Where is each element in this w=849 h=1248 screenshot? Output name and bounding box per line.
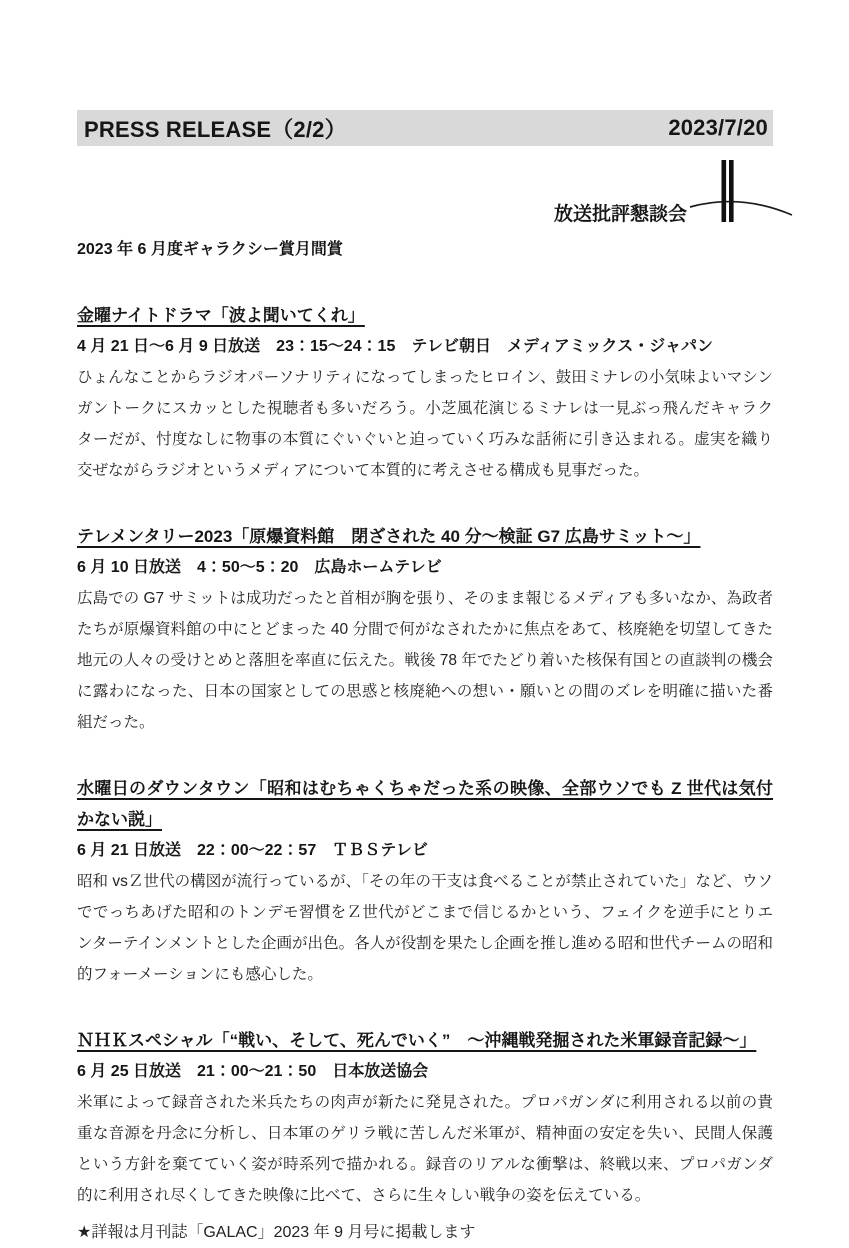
program-title: ＮＨＫスペシャル「“戦い、そして、死んでいく” ～沖縄戦発掘された米軍録音記録～」 — [77, 1031, 757, 1050]
citation-text: ひょんなことからラジオパーソナリティになってしまったヒロイン、鼓田ミナレの小気味よいマシンガントークにスカッとした視聴者も多いだろう。小芝風花演じるミナレは一見ぶっ飛んだキャラクターだが、忖度なしに物事の本質にぐいぐいと迫っていく巧みな話術に引き込まれる。虚実を織り交ぜながらラジオというメディアについて本質的に考えさせる構成も見事だった。 — [77, 369, 773, 479]
award-section-nhk-special — [77, 1025, 773, 1211]
header-bar — [77, 110, 773, 146]
citation-text: 広島での G7 サミットは成功だったと首相が胸を張り、そのまま報じるメディアも多いなか、為政者たちが原爆資料館の中にとどまった 40 分間で何がなされたかに焦点をあて、核廃絶を切望してきた地元の人々の受けとめと落胆を率直に伝えた。戦後 78 年でたどり着いた核保有国との直談判の機会に露わになった、日本の国家としての思惑と核廃絶への想い・願いとの間のズレを明確に描いた番組だった。 — [77, 590, 773, 731]
award-heading: 2023 年 6 月度ギャラクシー賞月間賞 — [77, 241, 343, 258]
broadcast-info: 6 月 10 日放送 4：50～5：20 広島ホームテレビ — [77, 559, 442, 576]
citation-text: 昭和 vsＺ世代の構図が流行っているが、「その年の干支は食べることが禁止されていた」など、ウソででっちあげた昭和のトンデモ習慣をＺ世代がどこまで信じるかという、フェイクを逆手にとりエンターテインメントとした企画が出色。各人が役割を果たし企画を推し進める昭和世代チームの昭和的フォーメーションにも感心した。 — [77, 873, 773, 983]
organization-name: 放送批評懇談会 — [553, 204, 687, 225]
galac-magazine-note: ★詳報は月刊誌「GALAC」2023 年 9 月号に掲載します — [77, 1224, 476, 1241]
program-title: テレメンタリー2023「原爆資料館 閉ざされた 40 分～検証 G7 広島サミット～」 — [77, 527, 701, 546]
broadcast-info: 6 月 21 日放送 22：00～22：57 ＴＢＳテレビ — [77, 842, 428, 859]
award-section-telementary — [77, 521, 773, 738]
program-title: 金曜ナイトドラマ「波よ聞いてくれ」 — [77, 306, 365, 325]
broadcast-info: 6 月 25 日放送 21：00～21：50 日本放送協会 — [77, 1063, 429, 1080]
award-section-wednesday-downtown — [77, 773, 773, 990]
galaxy-award-logo-icon — [688, 157, 794, 229]
citation-text: 米軍によって録音された米兵たちの肉声が新たに発見された。プロパガンダに利用される以前の貴重な音源を丹念に分析し、日本軍のゲリラ戦に苦しんだ米軍が、精神面の安定を失い、民間人保護という方針を棄てていく姿が時系列で描かれる。録音のリアルな衝撃は、終戦以来、プロパガンダ的に利用され尽くしてきた映像に比べて、さらに生々しい戦争の姿を伝えている。 — [77, 1094, 773, 1204]
program-title: 水曜日のダウンタウン「昭和はむちゃくちゃだった系の映像、全部ウソでも Z 世代は気付かない説」 — [77, 779, 773, 829]
press-release-title: PRESS RELEASE（2/2） — [84, 116, 347, 142]
document-body — [77, 234, 773, 1248]
broadcast-info: 4 月 21 日～6 月 9 日放送 23：15～24：15 テレビ朝日 メディアミックス・ジャパン — [77, 338, 713, 355]
award-section-friday-night-drama — [77, 300, 773, 486]
release-date: 2023/7/20 — [668, 115, 768, 140]
